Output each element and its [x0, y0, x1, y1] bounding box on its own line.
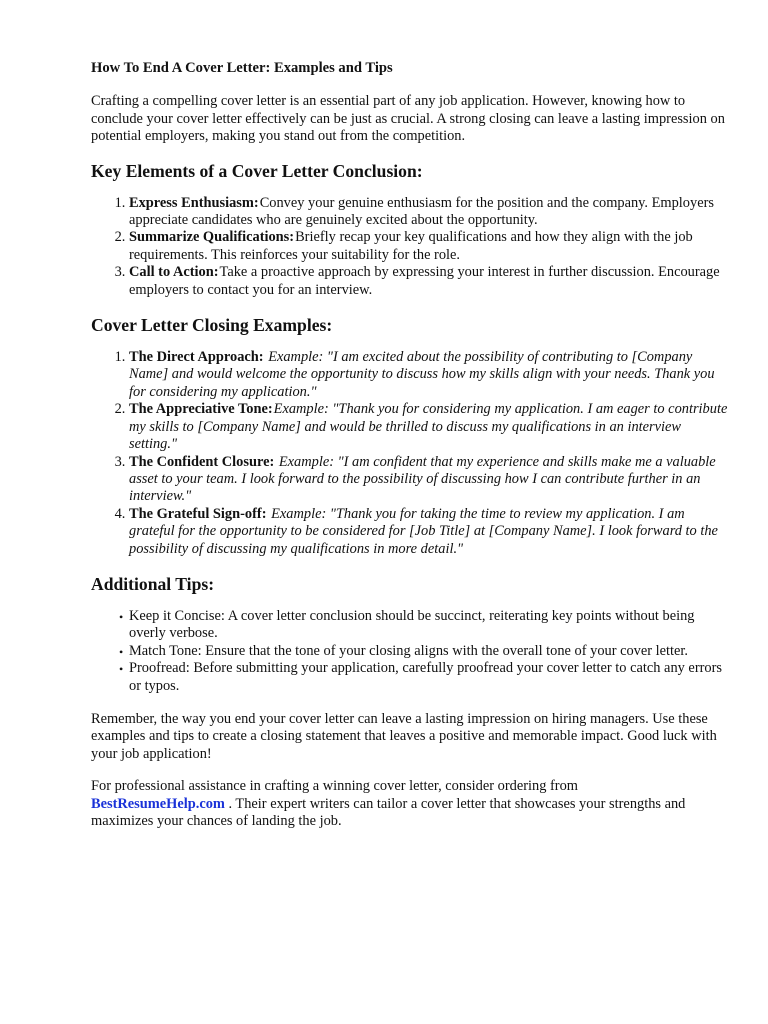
tips-list: [91, 608, 731, 695]
list-item: [119, 660, 731, 695]
tips-heading: Additional Tips:: [91, 573, 215, 594]
remember-paragraph: Remember, the way you end your cover letter can leave a lasting impression on hiring managers. Use these examples and tips to create a closing statement that leaves a positive and memorable impact. Good luck with your job application!: [91, 710, 717, 762]
list-item: [129, 264, 731, 299]
key-elements-heading: Key Elements of a Cover Letter Conclusion:: [91, 160, 423, 181]
intro-paragraph: Crafting a compelling cover letter is an essential part of any job application. However, knowing how to conclude your cover letter effectively can be just as crucial. A strong closing can leave a lasting impression on potential employers, making you stand out from the competition.: [91, 93, 725, 145]
bullet-icon: •: [119, 609, 124, 624]
closing-text-before: For professional assistance in crafting a winning cover letter, consider ordering from: [91, 778, 578, 795]
item-text: Take a proactive approach by expressing your interest in further discussion. Encourage employers to contact you for an interview.: [129, 264, 720, 298]
bullet-icon: •: [119, 644, 124, 659]
item-text: Example: "I am confident that my experience and skills make me a valuable asset to your team. I look forward to the possibility of discussing how I can contribute further in an interview.": [129, 453, 716, 505]
item-lead: Summarize Qualifications:: [129, 229, 295, 246]
item-lead: The Appreciative Tone:: [129, 401, 273, 418]
list-item: [129, 349, 731, 401]
tip-text: Proofread: Before submitting your application, carefully proofread your cover letter to catch any errors or typos.: [129, 660, 722, 694]
key-elements-list: [91, 195, 731, 299]
list-item: [129, 401, 731, 453]
bullet-icon: •: [119, 662, 124, 677]
closing-text-after: . Their expert writers can tailor a cover letter that showcases your strengths and maximizes your chances of landing the job.: [91, 795, 686, 829]
tip-text: Keep it Concise: A cover letter conclusion should be succinct, reiterating key points without being overly verbose.: [129, 607, 695, 642]
item-lead: Express Enthusiasm:: [129, 194, 259, 211]
list-item: [129, 195, 731, 230]
item-lead: The Direct Approach:: [129, 349, 264, 366]
best-resume-help-link[interactable]: BestResumeHelp.com: [91, 795, 225, 812]
closing-paragraph: [91, 778, 731, 830]
list-item: [129, 506, 731, 558]
item-text: Briefly recap your key qualifications and how they align with the job requirements. This reinforces your suitability for the role.: [129, 229, 693, 263]
list-item: [119, 642, 731, 660]
item-text: Example: "Thank you for taking the time to review my application. I am grateful for the opportunity to be considered for [Job Title] at [Company Name]. I look forward to the possibility of discussing my qualifications in more detail.": [129, 505, 718, 557]
item-lead: The Confident Closure:: [129, 453, 275, 470]
list-item: [129, 454, 731, 506]
tip-text: Match Tone: Ensure that the tone of your closing aligns with the overall tone of your cover letter.: [129, 642, 689, 659]
list-item: [119, 607, 731, 643]
examples-heading: Cover Letter Closing Examples:: [91, 315, 333, 336]
list-item: [129, 229, 731, 264]
item-lead: Call to Action:: [129, 264, 219, 281]
document-page: [91, 60, 731, 830]
item-text: Convey your genuine enthusiasm for the position and the company. Employers appreciate candidates who are genuinely excited about the opportunity.: [129, 194, 714, 229]
examples-list: [91, 349, 731, 558]
item-text: Example: "I am excited about the possibility of contributing to [Company Name] and would welcome the opportunity to discuss how my skills align with your needs. Thank you for considering my application.": [129, 349, 715, 400]
item-text: Example: "Thank you for considering my application. I am eager to contribute my skills to [Company Name] and would be thrilled to discuss my qualifications in an interview setting.": [129, 401, 728, 453]
document-title: How To End A Cover Letter: Examples and Tips: [91, 60, 393, 76]
item-lead: The Grateful Sign-off:: [129, 505, 267, 522]
